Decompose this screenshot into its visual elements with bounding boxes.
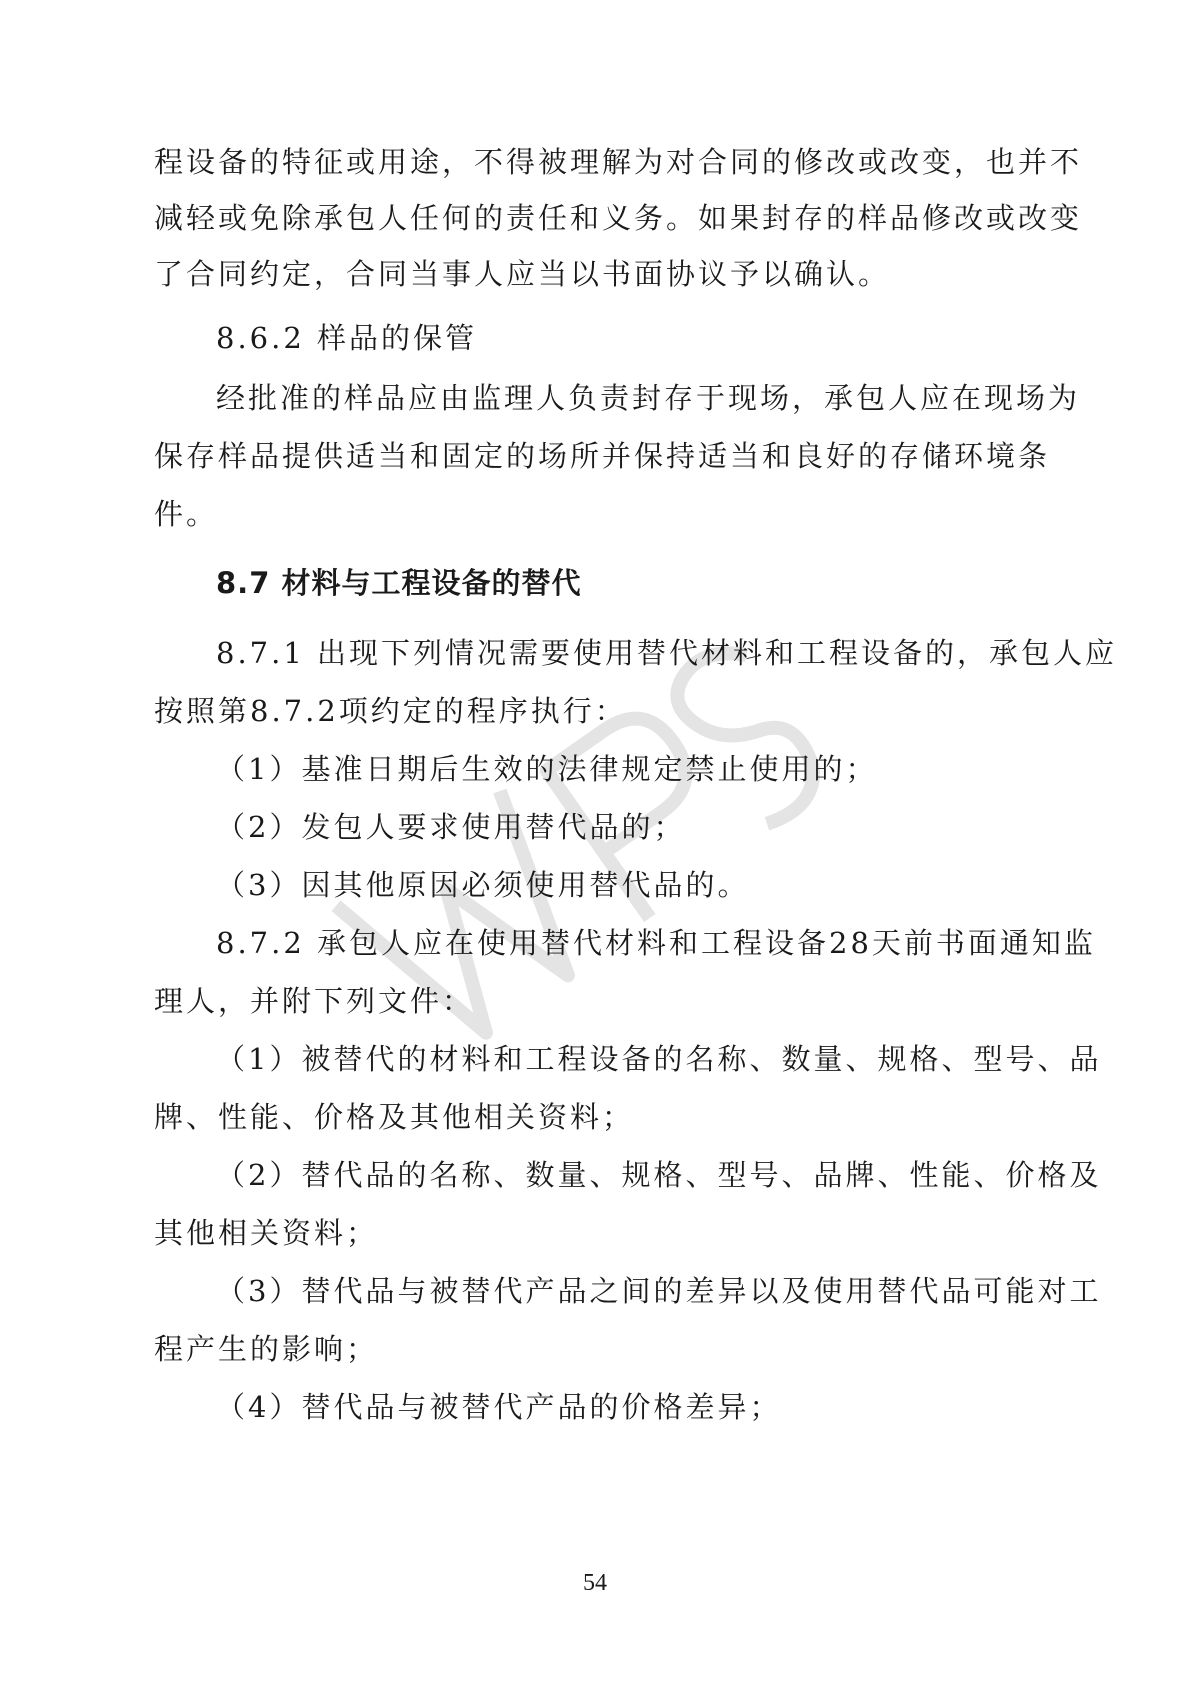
- paragraph-line: 程设备的特征或用途，不得被理解为对合同的修改或改变，也并不: [154, 145, 1083, 179]
- paragraph-line: 8.7.2 承包人应在使用替代材料和工程设备28天前书面通知监: [216, 926, 1096, 960]
- section-heading-8-7: 8.7 材料与工程设备的替代: [216, 566, 582, 600]
- paragraph-line: 经批准的样品应由监理人负责封存于现场，承包人应在现场为: [216, 381, 1081, 415]
- paragraph-line: 了合同约定，合同当事人应当以书面协议予以确认。: [154, 257, 891, 291]
- list-item: （1）被替代的材料和工程设备的名称、数量、规格、型号、品: [216, 1042, 1102, 1076]
- paragraph-line: 按照第8.7.2项约定的程序执行：: [154, 694, 627, 728]
- list-item-continuation: 其他相关资料；: [154, 1216, 379, 1250]
- page-number: 54: [583, 1570, 607, 1596]
- list-item: （2）发包人要求使用替代品的；: [216, 810, 686, 844]
- list-item: （2）替代品的名称、数量、规格、型号、品牌、性能、价格及: [216, 1158, 1102, 1192]
- list-item-continuation: 牌、性能、价格及其他相关资料；: [154, 1100, 635, 1134]
- list-item: （3）因其他原因必须使用替代品的。: [216, 868, 750, 902]
- paragraph-line: 保存样品提供适当和固定的场所并保持适当和良好的存储环境条: [154, 439, 1051, 473]
- section-heading-8-6-2: 8.6.2 样品的保管: [216, 321, 478, 355]
- list-item: （4）替代品与被替代产品的价格差异；: [216, 1390, 782, 1424]
- list-item: （3）替代品与被替代产品之间的差异以及使用替代品可能对工: [216, 1274, 1102, 1308]
- list-item: （1）基准日期后生效的法律规定禁止使用的；: [216, 752, 878, 786]
- paragraph-line: 8.7.1 出现下列情况需要使用替代材料和工程设备的，承包人应: [216, 636, 1118, 670]
- paragraph-line: 理人，并附下列文件：: [154, 984, 475, 1018]
- paragraph-line: 减轻或免除承包人任何的责任和义务。如果封存的样品修改或改变: [154, 201, 1083, 235]
- list-item-continuation: 程产生的影响；: [154, 1332, 379, 1366]
- paragraph-line: 件。: [154, 497, 219, 531]
